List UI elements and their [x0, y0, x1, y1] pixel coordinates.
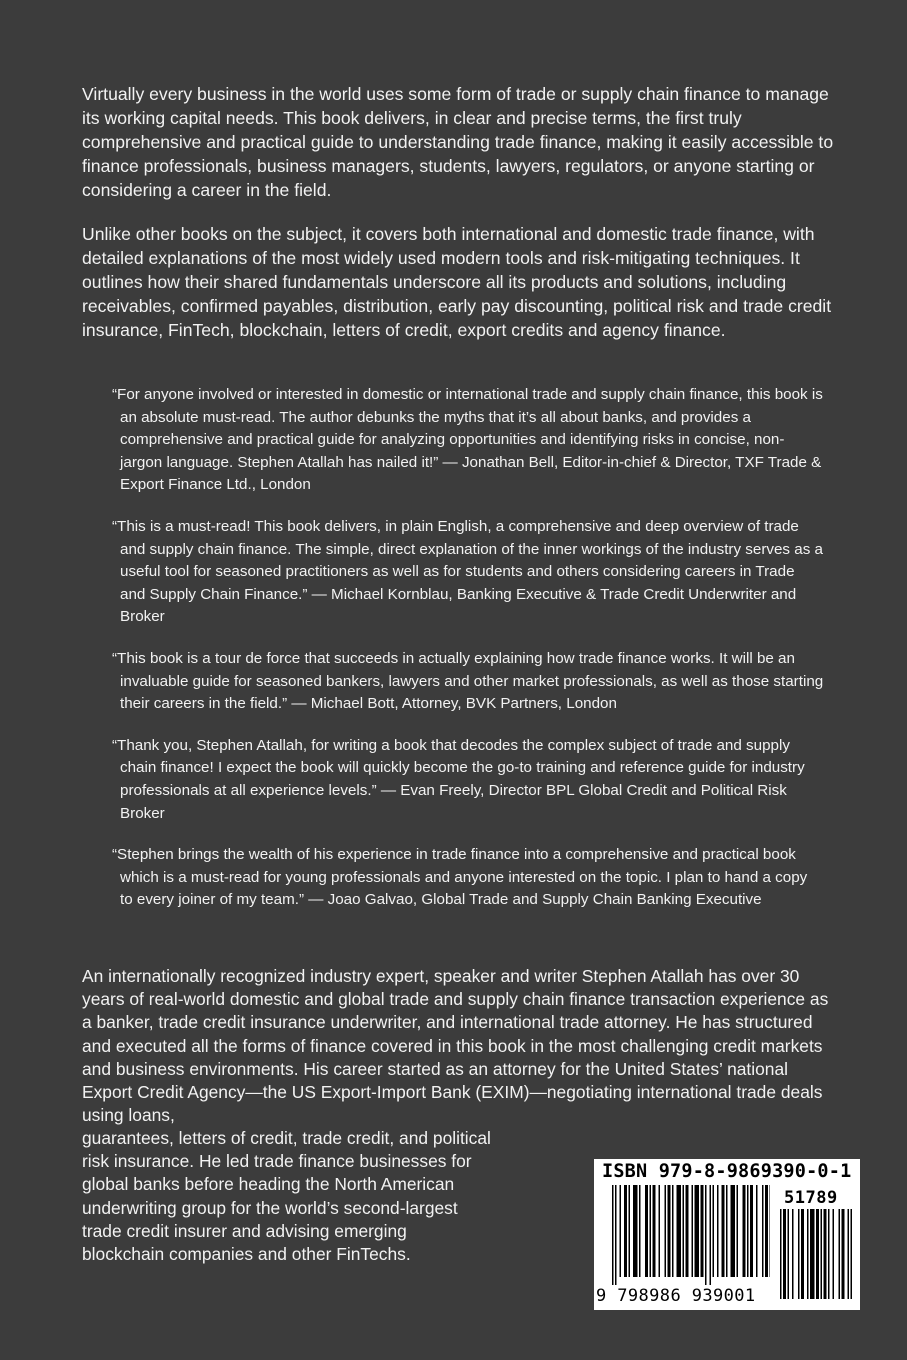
barcode-bar	[692, 1185, 694, 1277]
barcode-bar	[824, 1209, 827, 1299]
endorsement-quote: “Thank you, Stephen Atallah, for writing a book that decodes the complex subject of trade and supply chain finance! I expect the book will quickly become the go-to training and reference guide for industry professionals at all experience levels.” — Evan Freely, Director BPL Global Credit and Political Risk Broker	[112, 736, 805, 822]
barcode-bar	[612, 1185, 614, 1285]
barcode-bar	[780, 1209, 782, 1299]
endorsement-quote: “For anyone involved or interested in domestic or international trade and supply chain finance, this book is an absolute must-read. The author debunks the myths that it’s all about banks, and provides a comprehensive and practical guide for analyzing opportunities and identifying risks in concise, non-jargon language. Stephen Atallah has nailed it!” — Jonathan Bell, Editor-in-chief & Director, TXF Trade & Export Finance Ltd., London	[112, 386, 823, 494]
barcode-bar	[665, 1185, 667, 1277]
barcode-bars	[612, 1185, 770, 1285]
barcode-bar	[710, 1185, 712, 1285]
endorsement-quote: “This book is a tour de force that succeeds in actually explaining how trade finance works. It will be an invaluable guide for seasoned bankers, lawyers and other market professionals, as well as those starting their careers in the field.” — Michael Bott, Attorney, BVK Partners, London	[112, 649, 824, 713]
barcode-bar	[833, 1209, 835, 1299]
ean-number: 9 798986 939001	[596, 1286, 756, 1306]
barcode-bar	[713, 1185, 715, 1277]
price-code: 51789	[784, 1188, 838, 1208]
author-bio: An internationally recognized industry expert, speaker and writer Stephen Atallah has over 30 years of real-world domestic and global trade and supply chain finance transaction experience as a banker, trade credit insurance underwriter, and international trade attorney. He has structured and executed all the forms of finance covered in this book in the most challenging credit markets and business environments. His career started as an attorney for the United States’ national Export Credit Agency—the US Export-Import Bank (EXIM)—negotiating international trade deals using loans,	[82, 966, 829, 1126]
barcode-bar	[762, 1185, 764, 1277]
barcode-bar	[653, 1185, 656, 1277]
barcode-bar	[620, 1185, 622, 1277]
barcode-bar	[765, 1185, 768, 1277]
barcode-bar	[701, 1185, 704, 1277]
barcode-bar	[683, 1185, 685, 1277]
isbn-barcode	[594, 1159, 860, 1310]
barcode-bar	[731, 1185, 736, 1277]
barcode-bar	[807, 1209, 809, 1299]
barcode-bar	[770, 1185, 771, 1277]
intro-paragraph-2: Unlike other books on the subject, it covers both international and domestic trade finance, with detailed explanations of the most widely used modern tools and risk-mitigating techniques. It outlines how their shared fundamentals underscore all its products and solutions, including receivables, confirmed payables, distribution, early pay discounting, political risk and trade credit insurance, FinTech, blockchain, letters of credit, export credits and agency finance.	[82, 224, 832, 340]
barcode-bar	[747, 1185, 749, 1277]
barcode-bar	[750, 1185, 753, 1277]
barcode-bar	[851, 1209, 853, 1299]
barcode-bar	[717, 1185, 719, 1277]
barcode-bar	[639, 1185, 641, 1277]
bio-line: risk insurance. He led trade finance businesses for	[82, 1151, 472, 1172]
endorsement-quote: “Stephen brings the wealth of his experience in trade finance into a comprehensive and practical book which is a must-read for young professionals and anyone interested on the topic. I plan to hand a copy to every joiner of my team.” — Joao Galvao, Global Trade and Supply Chain Banking Executive	[112, 846, 808, 909]
barcode-bar	[633, 1185, 638, 1277]
barcode-bar	[650, 1185, 652, 1277]
bio-line: global banks before heading the North American	[82, 1174, 455, 1195]
barcode-bar	[848, 1209, 850, 1299]
barcode-bar	[726, 1185, 728, 1277]
barcode-bar	[722, 1185, 725, 1277]
barcode-bar	[659, 1185, 661, 1277]
barcode-bar	[624, 1185, 627, 1277]
barcode-addon-bars	[780, 1209, 852, 1299]
bio-line: blockchain companies and other FinTechs.	[82, 1244, 411, 1265]
barcode-bar	[695, 1185, 700, 1277]
barcode-bar	[645, 1185, 648, 1277]
barcode-bar	[743, 1185, 746, 1277]
isbn-number: ISBN 979-8-9869390-0-1	[602, 1161, 852, 1182]
bio-line: underwriting group for the world’s second-largest	[82, 1197, 458, 1218]
barcode-bar	[783, 1209, 786, 1299]
barcode-bar	[677, 1185, 682, 1277]
barcode-bar	[705, 1185, 707, 1285]
barcode-bar	[686, 1185, 689, 1277]
barcode-bar	[839, 1209, 841, 1299]
barcode-bar	[842, 1209, 845, 1299]
bio-line: guarantees, letters of credit, trade credit, and political	[82, 1128, 491, 1148]
barcode-bar	[828, 1209, 830, 1299]
barcode-bar	[821, 1209, 823, 1299]
barcode-bar	[668, 1185, 671, 1277]
endorsements	[112, 384, 824, 931]
barcode-bar	[615, 1185, 617, 1285]
barcode-bar	[810, 1209, 815, 1299]
barcode-bar	[737, 1185, 739, 1277]
bio-line: trade credit insurer and advising emerging	[82, 1220, 407, 1241]
barcode-bar	[792, 1209, 794, 1299]
barcode-bar	[672, 1185, 674, 1277]
barcode-bar	[816, 1209, 819, 1299]
barcode-bar	[629, 1185, 631, 1277]
endorsement-quote: “This is a must-read! This book delivers, in plain English, a comprehensive and deep overview of trade and supply chain finance. The simple, direct explanation of the inner workings of the industry serves as a useful tool for seasoned practitioners as well as for students and others considering careers in Trade and Supply Chain Finance.” — Michael Kornblau, Banking Executive & Trade Credit Underwriter and Broker	[112, 517, 823, 626]
author-bio-continued	[82, 1127, 542, 1266]
barcode-bar	[756, 1185, 758, 1277]
barcode-bar	[788, 1209, 790, 1299]
barcode-bar	[801, 1209, 804, 1299]
barcode-bar	[798, 1209, 800, 1299]
intro-paragraph-1: Virtually every business in the world uses some form of trade or supply chain finance to manage its working capital needs. This book delivers, in clear and precise terms, the first truly comprehensive and practical guide to understanding trade finance, making it easily accessible to finance professionals, business managers, students, lawyers, regulators, or anyone starting or considering a career in the field.	[82, 84, 834, 200]
